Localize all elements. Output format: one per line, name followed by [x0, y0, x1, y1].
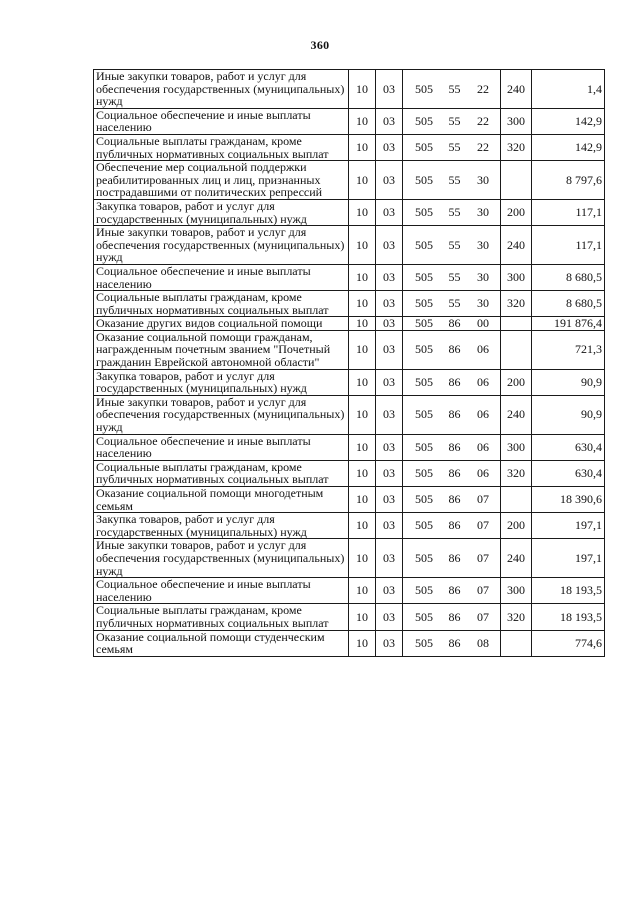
subsection-code-cell: 03 [376, 434, 403, 460]
target-article-part-3: 30 [477, 270, 489, 285]
amount-cell: 8 680,5 [532, 291, 605, 317]
expense-name-cell: Социальное обеспечение и иные выплаты населению [94, 434, 349, 460]
table-row [94, 161, 605, 200]
section-code-cell: 10 [349, 604, 376, 630]
amount-cell: 197,1 [532, 513, 605, 539]
target-article-part-2: 86 [448, 609, 461, 624]
page-number: 360 [310, 38, 330, 52]
target-article-cell [403, 630, 501, 656]
subsection-code-cell: 03 [376, 161, 403, 200]
target-article-part-1: 505 [415, 237, 433, 252]
table-row [94, 487, 605, 513]
target-article-part-2: 86 [448, 492, 461, 507]
expense-name-cell: Социальное обеспечение и иные выплаты населению [94, 578, 349, 604]
target-article-part-2: 86 [448, 316, 461, 331]
expense-type-cell: 320 [501, 460, 532, 486]
target-article-part-2: 55 [448, 172, 461, 187]
amount-cell: 90,9 [532, 369, 605, 395]
section-code-cell: 10 [349, 264, 376, 290]
expense-type-cell: 320 [501, 291, 532, 317]
budget-table-body [94, 70, 605, 657]
target-article-part-3: 07 [477, 518, 489, 533]
expense-name-cell: Обеспечение мер социальной поддержки реабилитированных лиц и лиц, признанных пострадавшими от политических репрессий [94, 161, 349, 200]
amount-cell: 774,6 [532, 630, 605, 656]
target-article-part-2: 55 [448, 114, 461, 129]
amount-cell: 197,1 [532, 539, 605, 578]
target-article-cell [403, 395, 501, 434]
section-code-cell: 10 [349, 578, 376, 604]
section-code-cell: 10 [349, 395, 376, 434]
target-article-part-3: 06 [477, 342, 489, 357]
target-article-part-3: 22 [477, 114, 489, 129]
target-article-cell [403, 317, 501, 331]
subsection-code-cell: 03 [376, 108, 403, 134]
target-article-part-1: 505 [415, 81, 433, 96]
target-article-part-2: 55 [448, 81, 461, 96]
section-code-cell: 10 [349, 226, 376, 265]
subsection-code-cell: 03 [376, 264, 403, 290]
table-row [94, 604, 605, 630]
target-article-part-3: 06 [477, 439, 489, 454]
table-row [94, 330, 605, 369]
target-article-cell [403, 134, 501, 160]
target-article-part-2: 55 [448, 270, 461, 285]
expense-type-cell: 320 [501, 604, 532, 630]
target-article-part-2: 55 [448, 205, 461, 220]
expense-type-cell: 240 [501, 70, 532, 109]
expense-type-cell: 320 [501, 134, 532, 160]
expense-type-cell: 300 [501, 108, 532, 134]
target-article-cell [403, 330, 501, 369]
subsection-code-cell: 03 [376, 317, 403, 331]
section-code-cell: 10 [349, 513, 376, 539]
expense-name-cell: Закупка товаров, работ и услуг для государственных (муниципальных) нужд [94, 513, 349, 539]
subsection-code-cell: 03 [376, 369, 403, 395]
table-row [94, 317, 605, 331]
target-article-part-3: 00 [477, 316, 489, 331]
section-code-cell: 10 [349, 369, 376, 395]
expense-name-cell: Иные закупки товаров, работ и услуг для обеспечения государственных (муниципальных) нужд [94, 226, 349, 265]
expense-type-cell [501, 487, 532, 513]
target-article-part-3: 30 [477, 172, 489, 187]
expense-type-cell: 200 [501, 199, 532, 225]
amount-cell: 142,9 [532, 108, 605, 134]
section-code-cell: 10 [349, 330, 376, 369]
amount-cell: 8 680,5 [532, 264, 605, 290]
table-row [94, 264, 605, 290]
amount-cell: 721,3 [532, 330, 605, 369]
target-article-part-2: 86 [448, 466, 461, 481]
target-article-cell [403, 108, 501, 134]
expense-type-cell: 240 [501, 539, 532, 578]
target-article-part-1: 505 [415, 609, 433, 624]
target-article-part-1: 505 [415, 172, 433, 187]
expense-type-cell: 240 [501, 395, 532, 434]
table-row [94, 395, 605, 434]
table-row [94, 199, 605, 225]
target-article-part-1: 505 [415, 316, 433, 331]
expense-type-cell: 200 [501, 513, 532, 539]
table-row [94, 70, 605, 109]
amount-cell: 1,4 [532, 70, 605, 109]
expense-name-cell: Иные закупки товаров, работ и услуг для обеспечения государственных (муниципальных) нужд [94, 395, 349, 434]
target-article-cell [403, 369, 501, 395]
target-article-part-2: 86 [448, 583, 461, 598]
target-article-part-1: 505 [415, 635, 433, 650]
target-article-part-1: 505 [415, 342, 433, 357]
target-article-part-2: 55 [448, 140, 461, 155]
target-article-part-2: 86 [448, 518, 461, 533]
subsection-code-cell: 03 [376, 487, 403, 513]
table-row [94, 108, 605, 134]
subsection-code-cell: 03 [376, 604, 403, 630]
expense-type-cell [501, 317, 532, 331]
target-article-part-3: 07 [477, 609, 489, 624]
target-article-part-3: 07 [477, 550, 489, 565]
subsection-code-cell: 03 [376, 395, 403, 434]
target-article-cell [403, 291, 501, 317]
amount-cell: 18 193,5 [532, 578, 605, 604]
target-article-part-3: 30 [477, 205, 489, 220]
target-article-part-1: 505 [415, 550, 433, 565]
subsection-code-cell: 03 [376, 134, 403, 160]
target-article-part-2: 86 [448, 439, 461, 454]
expense-name-cell: Оказание социальной помощи гражданам, награжденным почетным званием "Почетный гражданин Еврейской автономной области" [94, 330, 349, 369]
subsection-code-cell: 03 [376, 70, 403, 109]
target-article-cell [403, 226, 501, 265]
target-article-part-1: 505 [415, 140, 433, 155]
section-code-cell: 10 [349, 630, 376, 656]
target-article-part-2: 55 [448, 237, 461, 252]
target-article-part-2: 86 [448, 374, 461, 389]
section-code-cell: 10 [349, 460, 376, 486]
target-article-part-1: 505 [415, 466, 433, 481]
target-article-part-2: 86 [448, 550, 461, 565]
expense-type-cell: 200 [501, 369, 532, 395]
table-row [94, 539, 605, 578]
amount-cell: 117,1 [532, 199, 605, 225]
target-article-part-3: 06 [477, 407, 489, 422]
budget-table [93, 69, 605, 657]
target-article-part-1: 505 [415, 114, 433, 129]
subsection-code-cell: 03 [376, 226, 403, 265]
target-article-cell [403, 539, 501, 578]
expense-name-cell: Социальное обеспечение и иные выплаты населению [94, 264, 349, 290]
target-article-part-1: 505 [415, 296, 433, 311]
table-row [94, 134, 605, 160]
target-article-cell [403, 161, 501, 200]
amount-cell: 142,9 [532, 134, 605, 160]
table-row [94, 630, 605, 656]
section-code-cell: 10 [349, 70, 376, 109]
target-article-part-1: 505 [415, 374, 433, 389]
target-article-part-1: 505 [415, 407, 433, 422]
amount-cell: 18 193,5 [532, 604, 605, 630]
table-row [94, 369, 605, 395]
target-article-part-3: 30 [477, 296, 489, 311]
section-code-cell: 10 [349, 434, 376, 460]
target-article-part-1: 505 [415, 270, 433, 285]
target-article-part-1: 505 [415, 205, 433, 220]
amount-cell: 630,4 [532, 434, 605, 460]
target-article-cell [403, 434, 501, 460]
section-code-cell: 10 [349, 161, 376, 200]
expense-name-cell: Иные закупки товаров, работ и услуг для обеспечения государственных (муниципальных) нужд [94, 539, 349, 578]
section-code-cell: 10 [349, 199, 376, 225]
expense-type-cell [501, 630, 532, 656]
subsection-code-cell: 03 [376, 460, 403, 486]
expense-type-cell [501, 330, 532, 369]
target-article-part-2: 55 [448, 296, 461, 311]
subsection-code-cell: 03 [376, 199, 403, 225]
expense-name-cell: Социальные выплаты гражданам, кроме публичных нормативных социальных выплат [94, 291, 349, 317]
section-code-cell: 10 [349, 317, 376, 331]
table-row [94, 578, 605, 604]
section-code-cell: 10 [349, 134, 376, 160]
expense-name-cell: Социальное обеспечение и иные выплаты населению [94, 108, 349, 134]
expense-type-cell: 300 [501, 434, 532, 460]
amount-cell: 630,4 [532, 460, 605, 486]
target-article-cell [403, 513, 501, 539]
target-article-cell [403, 460, 501, 486]
target-article-part-1: 505 [415, 583, 433, 598]
table-row [94, 226, 605, 265]
expense-name-cell: Социальные выплаты гражданам, кроме публичных нормативных социальных выплат [94, 134, 349, 160]
target-article-part-3: 30 [477, 237, 489, 252]
target-article-part-3: 08 [477, 635, 489, 650]
expense-name-cell: Оказание социальной помощи студенческим семьям [94, 630, 349, 656]
expense-name-cell: Оказание социальной помощи многодетным семьям [94, 487, 349, 513]
target-article-cell [403, 578, 501, 604]
expense-name-cell: Оказание других видов социальной помощи [94, 317, 349, 331]
expense-name-cell: Социальные выплаты гражданам, кроме публичных нормативных социальных выплат [94, 460, 349, 486]
section-code-cell: 10 [349, 291, 376, 317]
target-article-cell [403, 264, 501, 290]
expense-type-cell: 300 [501, 264, 532, 290]
expense-name-cell: Социальные выплаты гражданам, кроме публичных нормативных социальных выплат [94, 604, 349, 630]
target-article-part-3: 07 [477, 583, 489, 598]
table-row [94, 291, 605, 317]
amount-cell: 8 797,6 [532, 161, 605, 200]
target-article-cell [403, 70, 501, 109]
table-row [94, 434, 605, 460]
target-article-part-2: 86 [448, 342, 461, 357]
target-article-part-1: 505 [415, 439, 433, 454]
target-article-part-1: 505 [415, 518, 433, 533]
table-row [94, 460, 605, 486]
expense-name-cell: Закупка товаров, работ и услуг для государственных (муниципальных) нужд [94, 199, 349, 225]
subsection-code-cell: 03 [376, 630, 403, 656]
amount-cell: 90,9 [532, 395, 605, 434]
target-article-part-3: 07 [477, 492, 489, 507]
expense-name-cell: Иные закупки товаров, работ и услуг для обеспечения государственных (муниципальных) нужд [94, 70, 349, 109]
section-code-cell: 10 [349, 487, 376, 513]
expense-type-cell: 240 [501, 226, 532, 265]
target-article-part-3: 06 [477, 374, 489, 389]
subsection-code-cell: 03 [376, 539, 403, 578]
target-article-part-2: 86 [448, 407, 461, 422]
expense-type-cell [501, 161, 532, 200]
expense-name-cell: Закупка товаров, работ и услуг для государственных (муниципальных) нужд [94, 369, 349, 395]
target-article-part-3: 22 [477, 81, 489, 96]
amount-cell: 18 390,6 [532, 487, 605, 513]
target-article-cell [403, 199, 501, 225]
expense-type-cell: 300 [501, 578, 532, 604]
subsection-code-cell: 03 [376, 513, 403, 539]
amount-cell: 191 876,4 [532, 317, 605, 331]
subsection-code-cell: 03 [376, 330, 403, 369]
section-code-cell: 10 [349, 539, 376, 578]
target-article-part-3: 22 [477, 140, 489, 155]
subsection-code-cell: 03 [376, 291, 403, 317]
target-article-cell [403, 604, 501, 630]
target-article-cell [403, 487, 501, 513]
target-article-part-3: 06 [477, 466, 489, 481]
target-article-part-1: 505 [415, 492, 433, 507]
section-code-cell: 10 [349, 108, 376, 134]
amount-cell: 117,1 [532, 226, 605, 265]
target-article-part-2: 86 [448, 635, 461, 650]
subsection-code-cell: 03 [376, 578, 403, 604]
table-row [94, 513, 605, 539]
